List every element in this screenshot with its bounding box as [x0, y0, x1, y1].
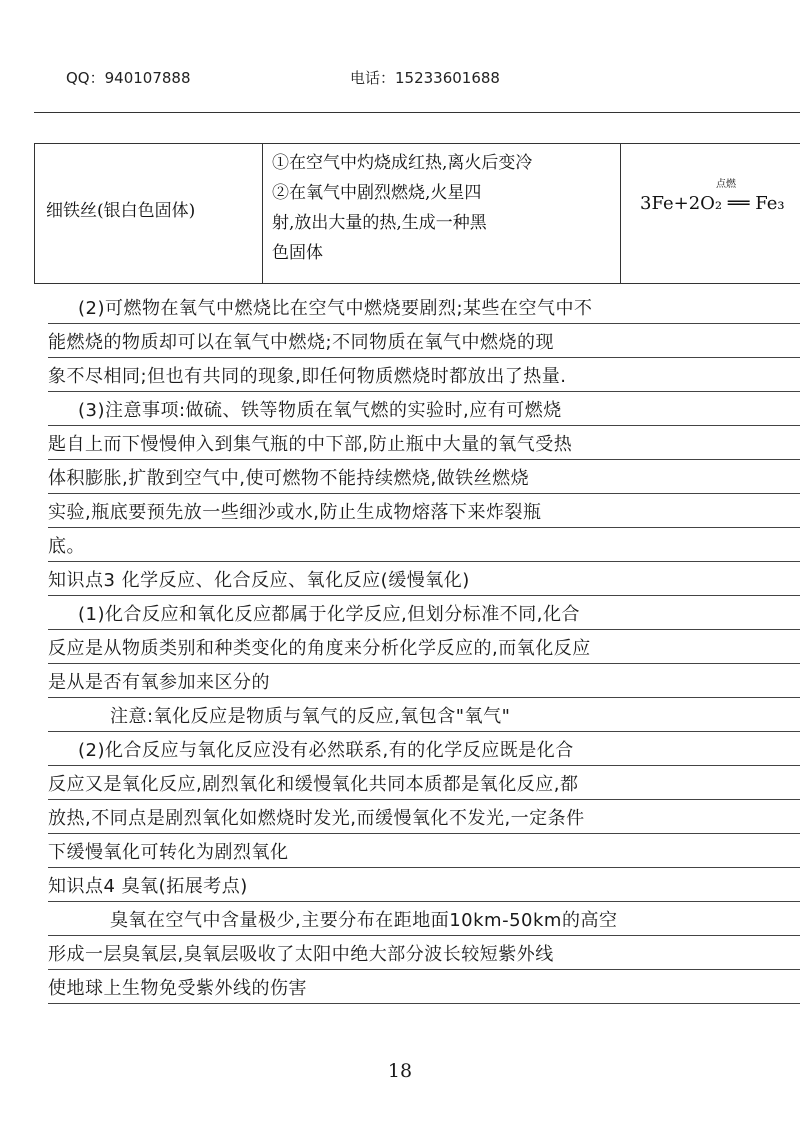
reaction-condition: 点燃 [716, 179, 736, 190]
text-line: 形成一层臭氧层,臭氧层吸收了太阳中绝大部分波长较短紫外线 [48, 944, 554, 965]
notes-body [48, 292, 800, 1006]
page-header [0, 67, 800, 91]
table-divider-2 [620, 143, 621, 283]
equation-text: 3Fe+2O₂ ══ Fe₃ [640, 193, 785, 214]
table-cell-phenomenon-4: 色固体 [272, 243, 323, 263]
table-cell-phenomenon-1: ①在空气中灼烧成红热,离火后变冷 [272, 153, 533, 173]
header-divider [34, 112, 800, 113]
ruled-line [48, 799, 800, 800]
section-heading-3: 知识点3 化学反应、化合反应、氧化反应(缓慢氧化) [48, 570, 470, 591]
ruled-line [48, 323, 800, 324]
ruled-line [48, 629, 800, 630]
text-line: 使地球上生物免受紫外线的伤害 [48, 978, 307, 999]
text-line: 底。 [48, 536, 85, 557]
text-line: 能燃烧的物质却可以在氧气中燃烧;不同物质在氧气中燃烧的现 [48, 332, 555, 353]
text-line: (1)化合反应和氧化反应都属于化学反应,但划分标准不同,化合 [78, 604, 580, 625]
ruled-line [48, 425, 800, 426]
text-line: 是从是否有氧参加来区分的 [48, 672, 270, 693]
ruled-line [48, 833, 800, 834]
text-line: 反应是从物质类别和种类变化的角度来分析化学反应的,而氧化反应 [48, 638, 591, 659]
ruled-line [48, 459, 800, 460]
ruled-line [48, 969, 800, 970]
ruled-line [48, 357, 800, 358]
table-cell-phenomenon-2: ②在氧气中剧烈燃烧,火星四 [272, 183, 482, 203]
note-line: 注意:氧化反应是物质与氧气的反应,氧包含"氧气" [110, 706, 511, 727]
ruled-line [48, 935, 800, 936]
text-line: 反应又是氧化反应,剧烈氧化和缓慢氧化共同本质都是氧化反应,都 [48, 774, 579, 795]
table-bottom-border [34, 283, 800, 284]
table-top-border [34, 143, 800, 144]
phone-number: 电话：15233601688 [350, 69, 500, 87]
ruled-line [48, 391, 800, 392]
section-heading-4: 知识点4 臭氧(拓展考点) [48, 876, 248, 897]
table-cell-equation [640, 179, 785, 214]
text-line: 匙自上而下慢慢伸入到集气瓶的中下部,防止瓶中大量的氧气受热 [48, 434, 573, 455]
text-line: 体积膨胀,扩散到空气中,使可燃物不能持续燃烧,做铁丝燃烧 [48, 468, 530, 489]
ruled-line [48, 731, 800, 732]
text-line: 实验,瓶底要预先放一些细沙或水,防止生成物熔落下来炸裂瓶 [48, 502, 542, 523]
text-line: (3)注意事项:做硫、铁等物质在氧气燃的实验时,应有可燃烧 [78, 400, 562, 421]
ruled-line [48, 663, 800, 664]
text-line: 放热,不同点是剧烈氧化如燃烧时发光,而缓慢氧化不发光,一定条件 [48, 808, 585, 829]
table-left-border [34, 143, 35, 283]
text-line: (2)可燃物在氧气中燃烧比在空气中燃烧要剧烈;某些在空气中不 [78, 298, 593, 319]
table-cell-phenomenon-3: 射,放出大量的热,生成一种黑 [272, 213, 487, 233]
ruled-line [48, 697, 800, 698]
page-number: 18 [387, 1060, 413, 1082]
text-line: 下缓慢氧化可转化为剧烈氧化 [48, 842, 289, 863]
ruled-line [48, 595, 800, 596]
ruled-line [48, 867, 800, 868]
text-line: 臭氧在空气中含量极少,主要分布在距地面10km-50km的高空 [110, 910, 618, 931]
ruled-line [48, 901, 800, 902]
ruled-line [48, 1003, 800, 1004]
ruled-line [48, 561, 800, 562]
ruled-line [48, 527, 800, 528]
ruled-line [48, 765, 800, 766]
text-line: 象不尽相同;但也有共同的现象,即任何物质燃烧时都放出了热量. [48, 366, 567, 387]
table-divider-1 [262, 143, 263, 283]
table-cell-substance: 细铁丝(银白色固体) [46, 201, 196, 221]
qq-number: QQ：940107888 [66, 69, 191, 87]
text-line: (2)化合反应与氧化反应没有必然联系,有的化学反应既是化合 [78, 740, 574, 761]
ruled-line [48, 493, 800, 494]
